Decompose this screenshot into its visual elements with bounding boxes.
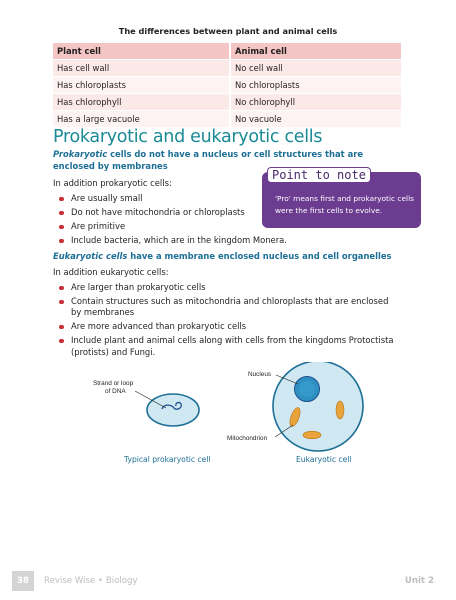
- bullet-dot: [59, 211, 64, 216]
- bullet-dot: [59, 339, 64, 344]
- table-cell: Has chloroplasts: [53, 77, 230, 94]
- eukaryotic-intro: In addition eukaryotic cells:: [53, 267, 169, 277]
- list-item-text: Are primitive: [71, 221, 126, 232]
- nucleus-label: Nucleus: [248, 371, 272, 378]
- dna-label: of DNA: [105, 388, 126, 395]
- table-cell: No cell wall: [230, 60, 402, 77]
- list-item: [59, 221, 287, 232]
- table-cell: No vacuole: [230, 111, 402, 128]
- list-item: [59, 207, 287, 218]
- nucleus-inner: [299, 381, 315, 397]
- table-cell: Has cell wall: [53, 60, 230, 77]
- prokaryotic-intro: In addition prokaryotic cells:: [53, 178, 172, 188]
- bullet-dot: [59, 300, 64, 305]
- book-title: Revise Wise • Biology: [44, 576, 138, 586]
- table-cell: No chloroplasts: [230, 77, 402, 94]
- table-title: The differences between plant and animal cells: [118, 26, 338, 36]
- table-header-animal: Animal cell: [230, 43, 402, 60]
- mitochondrion-label: Mitochondrion: [227, 435, 268, 442]
- list-item: [59, 282, 399, 293]
- bullet-dot: [59, 197, 64, 202]
- list-item-text: Contain structures such as mitochondria and chloroplasts that are enclosed by membranes: [71, 296, 389, 318]
- table-cell: No chlorophyll: [230, 94, 402, 111]
- point-to-note-box: [262, 168, 421, 228]
- bullet-dot: [59, 225, 64, 230]
- prokaryotic-cell: [147, 394, 199, 426]
- list-item: [59, 296, 399, 318]
- table-header-row: [53, 43, 402, 60]
- prokaryotic-bullet-list: [59, 193, 287, 249]
- page-footer: [12, 571, 444, 591]
- list-item: [59, 335, 399, 357]
- unit-label: Unit 2: [404, 576, 434, 586]
- prokaryotic-caption: Typical prokaryotic cell: [124, 455, 211, 464]
- table-row: [53, 94, 402, 111]
- comparison-table: [53, 43, 403, 128]
- table-cell: Has a large vacuole: [53, 111, 230, 128]
- list-item-text: Are larger than prokaryotic cells: [71, 282, 206, 292]
- eukaryotic-caption: Eukaryotic cell: [296, 455, 352, 464]
- page-number: 38: [12, 571, 34, 591]
- table-row: [53, 60, 402, 77]
- eukaryotic-term: Eukaryotic cells: [53, 251, 128, 261]
- eukaryotic-definition-text: have a membrane enclosed nucleus and cell organelles: [127, 251, 392, 261]
- list-item-text: Are usually small: [71, 193, 143, 203]
- dna-label: Strand or loop: [93, 380, 134, 387]
- eukaryotic-definition: [53, 251, 403, 263]
- mitochondrion: [303, 431, 321, 439]
- table-cell: Has chlorophyll: [53, 94, 230, 111]
- list-item-text: Do not have mitochondria or chloroplasts: [71, 207, 245, 218]
- table-header-plant: Plant cell: [53, 43, 230, 60]
- bullet-dot: [59, 286, 64, 291]
- bullet-dot: [59, 239, 64, 244]
- table-row: [53, 111, 402, 128]
- list-item: [59, 193, 287, 204]
- bullet-dot: [59, 325, 64, 330]
- list-item-text: Are more advanced than prokaryotic cells: [71, 321, 247, 332]
- list-item-text: Include plant and animal cells along with cells from the kingdoms Protoctista (protists) and Fungi.: [71, 335, 394, 357]
- section-heading: Prokaryotic and eukaryotic cells: [53, 127, 323, 147]
- note-title: Point to note: [267, 167, 371, 183]
- list-item: [59, 235, 287, 246]
- prokaryotic-term: Prokaryotic: [53, 149, 108, 159]
- mitochondrion: [336, 401, 344, 419]
- table-row: [53, 77, 402, 94]
- note-text: 'Pro' means first and prokaryotic cells were the first cells to evolve.: [275, 194, 414, 215]
- cell-diagram: [0, 362, 456, 472]
- list-item: [59, 321, 399, 332]
- list-item-text: Include bacteria, which are in the kingdom Monera.: [71, 235, 287, 246]
- eukaryotic-bullet-list: [59, 282, 399, 361]
- prokaryotic-definition-text: cells do not have a nucleus or cell structures that are enclosed by membranes: [53, 149, 364, 171]
